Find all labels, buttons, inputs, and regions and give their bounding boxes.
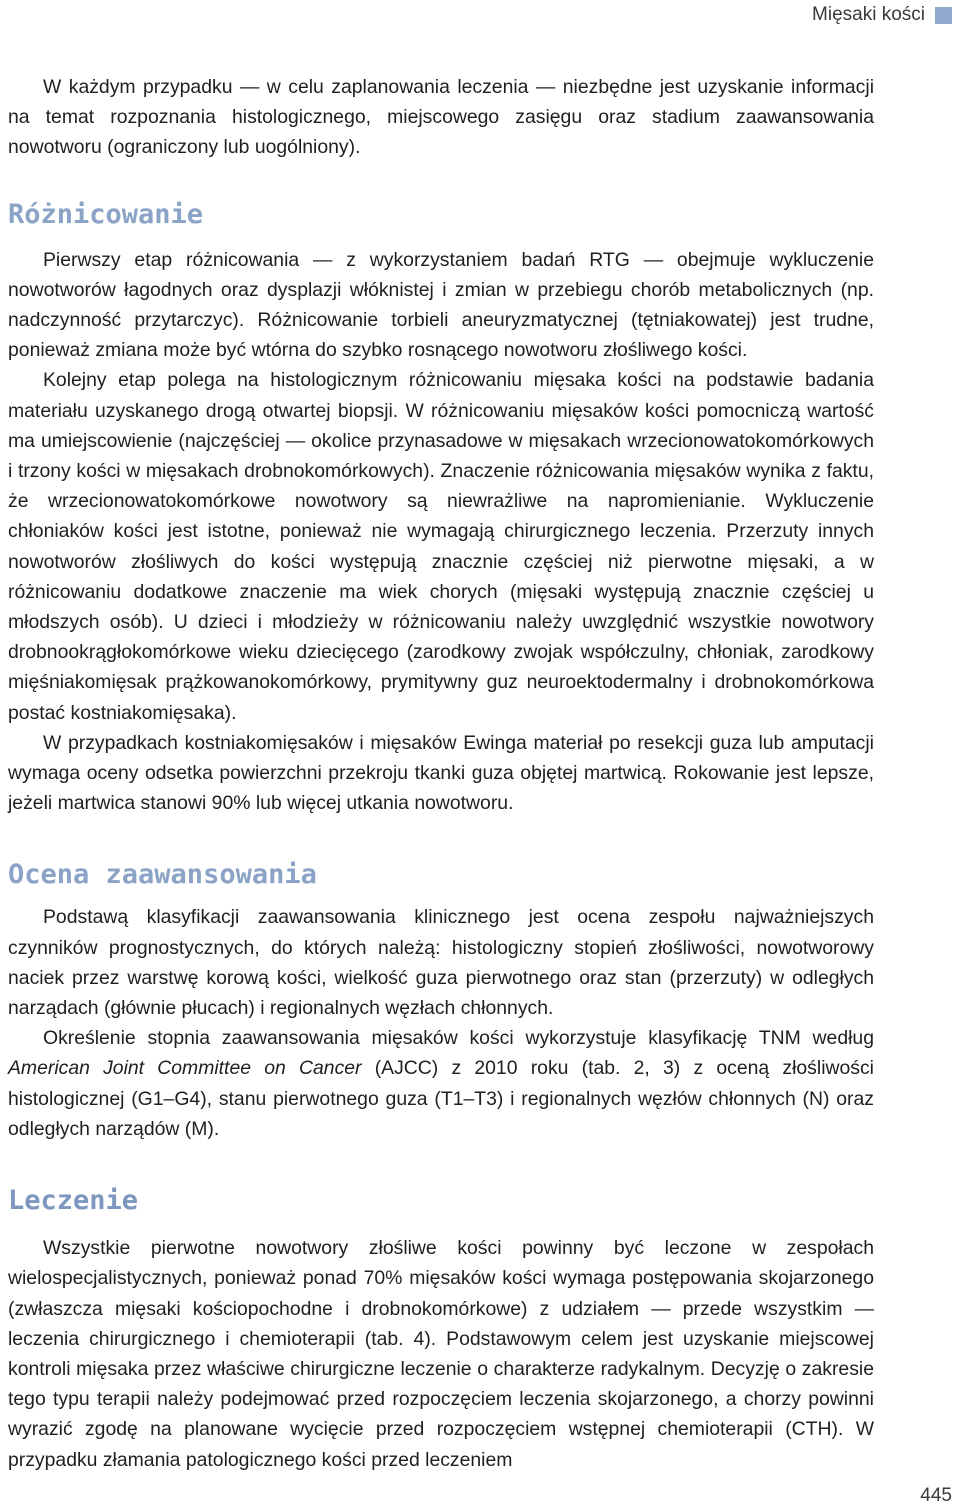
- roznicowanie-paragraph-3: W przypadkach kostniakomięsaków i mięsaków Ewinga materiał po resekcji guza lub amputacji wymaga oceny odsetka powierzchni przekroju tkanki guza objętej martwicą. Rokowanie jest lepsze, jeżeli martwica stanowi 90% lub więcej utkania nowotworu.: [8, 731, 874, 815]
- roznicowanie-paragraph-1: Pierwszy etap różnicowania — z wykorzystaniem badań RTG — obejmuje wykluczenie nowotworów łagodnych oraz dysplazji włóknistej i zmian w przebiegu chorób metabolicznych (np. nadczynność przytarczyc). Różnicowanie torbieli aneuryzmatycznej (tętniakowatej) jest trudne, ponieważ zmiana może być wtórna do szybko rosnącego nowotworu złośliwego kości.: [8, 248, 874, 362]
- leczenie-paragraph-1: Wszystkie pierwotne nowotwory złośliwe kości powinny być leczone w zespołach wielospecjalistycznych, ponieważ ponad 70% mięsaków kości wymaga postępowania skojarzonego (zwłaszcza mięsaki kościopochodne i drobnokomórkowe) z udziałem — przede wszystkim — leczenia chirurgicznego i chemioterapii (tab. 4). Podstawowym celem jest uzyskanie miejscowej kontroli mięsaka przez właściwe chirurgiczne leczenie o charakterze radykalnym. Decyzję o zakresie tego typu terapii należy podejmować przed rozpoczęciem leczenia skojarzonego, a chorzy powinni wyrazić zgodę na planowane wycięcie przed rozpoczęciem wstępnej chemioterapii (CTH). W przypadku złamania patologicznego kości przed leczeniem: [8, 1237, 874, 1471]
- header-square-icon: [935, 7, 952, 24]
- ocena-paragraph-2: [8, 1023, 874, 1144]
- page-content: [8, 72, 874, 1475]
- ocena-p2-italic: American Joint Committee on Cancer: [8, 1057, 362, 1080]
- running-header: [812, 4, 952, 26]
- ocena-p2-after: (AJCC) z 2010 roku (tab. 2, 3) z oceną złośliwości histologicznej (G1–G4), stanu pierwotnego guza (T1–T3) i regionalnych węzłów chłonnych (N) oraz odległych narządów (M).: [8, 1057, 874, 1140]
- ocena-p2-before: Określenie stopnia zaawansowania mięsaków kości wykorzystuje klasyfikację TNM według: [43, 1027, 874, 1050]
- page-number: 445: [920, 1485, 952, 1506]
- heading-ocena-zaawansowania: Ocena zaawansowania: [8, 859, 317, 891]
- ocena-paragraph-1: Podstawą klasyfikacji zaawansowania klinicznego jest ocena zespołu najważniejszych czynników prognostycznych, do których należą: histologiczny stopień złośliwości, nowotworowy naciek przez warstwę korową kości, wielkość guza pierwotnego oraz stan (przerzuty) w odległych narządach (głównie płucach) i regionalnych węzłach chłonnych.: [8, 906, 874, 1020]
- intro-paragraph: W każdym przypadku — w celu zaplanowania leczenia — niezbędne jest uzyskanie informacji na temat rozpoznania histologicznego, miejscowego zasięgu oraz stadium zaawansowania nowotworu (ograniczony lub uogólniony).: [8, 76, 874, 159]
- running-title: Mięsaki kości: [812, 4, 925, 25]
- heading-roznicowanie: Różnicowanie: [8, 198, 204, 230]
- roznicowanie-paragraph-2: Kolejny etap polega na histologicznym różnicowaniu mięsaka kości na podstawie badania materiału uzyskanego drogą otwartej biopsji. W różnicowaniu mięsaków kości pomocniczą wartość ma umiejscowienie (najczęściej — okolice przynasadowe w mięsakach wrzecionowatokomórkowych i trzony kości w mięsakach drobnokomórkowych). Znaczenie różnicowania mięsaków wynika z faktu, że wrzecionowatokomórkowe nowotwory są niewrażliwe na napromienianie. Wykluczenie chłoniaków kości jest istotne, ponieważ nie wymagają chirurgicznego leczenia. Przerzuty innych nowotworów złośliwych do kości występują znacznie częściej niż pierwotne mięsaki, a w różnicowaniu dodatkowe znaczenie ma wiek chorych (mięsaki występują znacznie częściej u młodszych osób). U dzieci i młodzieży w różnicowaniu należy uwzględnić wszystkie nowotwory drobnookrągłokomórkowe wieku dziecięcego (zarodkowy zwojak współczulny, chłoniak, zarodkowy mięśniakomięsak prążkowanokomórkowy, prymitywny guz neuroektodermalny i drobnokomórkowa postać kostniakomięsaka).: [8, 369, 874, 724]
- heading-leczenie: Leczenie: [8, 1185, 139, 1217]
